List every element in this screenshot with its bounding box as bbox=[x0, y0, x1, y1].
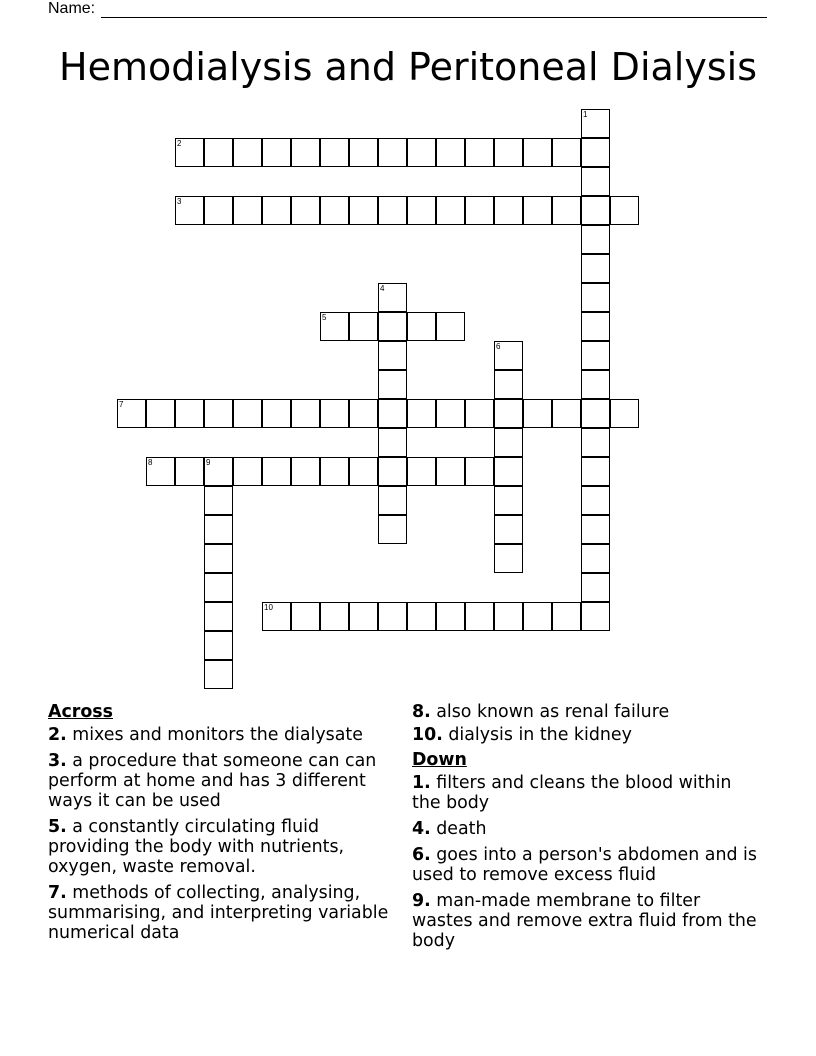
grid-cell[interactable] bbox=[407, 138, 436, 167]
clue-across-7: 7. methods of collecting, analysing, summarising, and interpreting variable numerical data bbox=[48, 883, 389, 943]
grid-cell[interactable] bbox=[436, 457, 465, 486]
clue-across-10: 10. dialysis in the kidney bbox=[412, 725, 632, 745]
grid-cell[interactable] bbox=[204, 602, 233, 631]
grid-cell[interactable] bbox=[378, 196, 407, 225]
grid-cell[interactable] bbox=[581, 138, 610, 167]
grid-cell[interactable] bbox=[494, 370, 523, 399]
grid-cell[interactable] bbox=[581, 254, 610, 283]
grid-cell[interactable] bbox=[262, 399, 291, 428]
clue-number: 10 bbox=[264, 603, 273, 612]
grid-cell[interactable] bbox=[581, 196, 610, 225]
grid-cell[interactable] bbox=[378, 486, 407, 515]
across-heading: Across bbox=[48, 702, 113, 722]
clue-number: 2 bbox=[177, 139, 182, 148]
grid-cell[interactable] bbox=[320, 196, 349, 225]
grid-cell[interactable] bbox=[204, 196, 233, 225]
clue-across-3: 3. a procedure that someone can can perform at home and has 3 different ways it can be used bbox=[48, 751, 377, 811]
clue-across-8: 8. also known as renal failure bbox=[412, 702, 670, 722]
grid-cell[interactable] bbox=[610, 399, 639, 428]
grid-cell[interactable] bbox=[146, 399, 175, 428]
clue-number: 7 bbox=[119, 400, 124, 409]
grid-cell[interactable] bbox=[378, 341, 407, 370]
grid-cell[interactable] bbox=[523, 196, 552, 225]
grid-cell[interactable] bbox=[552, 196, 581, 225]
grid-cell[interactable] bbox=[320, 457, 349, 486]
grid-cell[interactable] bbox=[581, 428, 610, 457]
clue-down-4: 4. death bbox=[412, 819, 487, 839]
grid-cell[interactable] bbox=[204, 660, 233, 689]
grid-cell[interactable] bbox=[581, 399, 610, 428]
grid-cell[interactable] bbox=[436, 602, 465, 631]
grid-cell[interactable] bbox=[349, 138, 378, 167]
grid-cell[interactable] bbox=[581, 225, 610, 254]
grid-cell[interactable] bbox=[378, 457, 407, 486]
grid-cell[interactable] bbox=[262, 602, 291, 631]
grid-cell[interactable] bbox=[378, 602, 407, 631]
grid-cell[interactable] bbox=[204, 486, 233, 515]
grid-cell[interactable] bbox=[494, 544, 523, 573]
grid-cell[interactable] bbox=[407, 602, 436, 631]
grid-cell[interactable] bbox=[349, 196, 378, 225]
grid-cell[interactable] bbox=[262, 457, 291, 486]
grid-cell[interactable] bbox=[581, 544, 610, 573]
grid-cell[interactable] bbox=[117, 399, 146, 428]
page-title: Hemodialysis and Peritoneal Dialysis bbox=[59, 45, 757, 89]
grid-cell[interactable] bbox=[204, 457, 233, 486]
grid-cell[interactable] bbox=[581, 370, 610, 399]
down-heading: Down bbox=[412, 750, 467, 770]
grid-cell[interactable] bbox=[494, 341, 523, 370]
grid-cell[interactable] bbox=[233, 457, 262, 486]
grid-cell[interactable] bbox=[291, 399, 320, 428]
grid-cell[interactable] bbox=[407, 196, 436, 225]
grid-cell[interactable] bbox=[552, 602, 581, 631]
clues-column-right bbox=[412, 702, 757, 957]
clue-number: 8 bbox=[148, 458, 153, 467]
grid-cell[interactable] bbox=[291, 196, 320, 225]
grid-cell[interactable] bbox=[494, 515, 523, 544]
grid-cell[interactable] bbox=[378, 283, 407, 312]
grid-cell[interactable] bbox=[581, 457, 610, 486]
grid-cell[interactable] bbox=[465, 457, 494, 486]
grid-cell[interactable] bbox=[610, 196, 639, 225]
grid-cell[interactable] bbox=[320, 138, 349, 167]
grid-cell[interactable] bbox=[436, 399, 465, 428]
grid-cell[interactable] bbox=[378, 370, 407, 399]
grid-cell[interactable] bbox=[378, 312, 407, 341]
clue-down-1: 1. filters and cleans the blood within the body bbox=[412, 773, 732, 813]
clue-number: 3 bbox=[177, 197, 182, 206]
clue-number: 4 bbox=[380, 284, 385, 293]
grid-cell[interactable] bbox=[581, 283, 610, 312]
grid-cell[interactable] bbox=[233, 399, 262, 428]
grid-cell[interactable] bbox=[494, 428, 523, 457]
grid-cell[interactable] bbox=[494, 138, 523, 167]
grid-cell[interactable] bbox=[378, 428, 407, 457]
grid-cell[interactable] bbox=[581, 167, 610, 196]
grid-cell[interactable] bbox=[204, 544, 233, 573]
grid-cell[interactable] bbox=[581, 486, 610, 515]
grid-cell[interactable] bbox=[523, 138, 552, 167]
grid-cell[interactable] bbox=[175, 138, 204, 167]
grid-cell[interactable] bbox=[262, 196, 291, 225]
grid-cell[interactable] bbox=[465, 602, 494, 631]
grid-cell[interactable] bbox=[320, 602, 349, 631]
grid-cell[interactable] bbox=[407, 457, 436, 486]
grid-cell[interactable] bbox=[436, 312, 465, 341]
grid-cell[interactable] bbox=[465, 196, 494, 225]
grid-cell[interactable] bbox=[581, 312, 610, 341]
clue-across-5: 5. a constantly circulating fluid providing the body with nutrients, oxygen, waste removal. bbox=[48, 817, 345, 877]
clue-across-2: 2. mixes and monitors the dialysate bbox=[48, 725, 363, 745]
grid-cell[interactable] bbox=[581, 109, 610, 138]
clues-column-left bbox=[48, 702, 390, 949]
grid-cell[interactable] bbox=[436, 196, 465, 225]
grid-cell[interactable] bbox=[320, 399, 349, 428]
grid-cell[interactable] bbox=[494, 399, 523, 428]
grid-cell[interactable] bbox=[349, 399, 378, 428]
grid-cell[interactable] bbox=[378, 515, 407, 544]
grid-cell[interactable] bbox=[494, 602, 523, 631]
grid-cell[interactable] bbox=[378, 138, 407, 167]
grid-cell[interactable] bbox=[146, 457, 175, 486]
grid-cell[interactable] bbox=[552, 138, 581, 167]
clue-number: 1 bbox=[583, 110, 588, 119]
grid-cell[interactable] bbox=[378, 399, 407, 428]
grid-cell[interactable] bbox=[349, 457, 378, 486]
grid-cell[interactable] bbox=[291, 138, 320, 167]
grid-cell[interactable] bbox=[523, 602, 552, 631]
grid-cell[interactable] bbox=[175, 196, 204, 225]
grid-cell[interactable] bbox=[204, 138, 233, 167]
grid-cell[interactable] bbox=[204, 515, 233, 544]
clue-down-9: 9. man-made membrane to filter wastes and remove extra fluid from the body bbox=[412, 891, 757, 951]
grid-cell[interactable] bbox=[262, 138, 291, 167]
grid-cell[interactable] bbox=[581, 573, 610, 602]
grid-cell[interactable] bbox=[175, 457, 204, 486]
grid-cell[interactable] bbox=[465, 399, 494, 428]
grid-cell[interactable] bbox=[349, 312, 378, 341]
grid-cell[interactable] bbox=[175, 399, 204, 428]
grid-cell[interactable] bbox=[465, 138, 494, 167]
grid-cell[interactable] bbox=[291, 457, 320, 486]
grid-cell[interactable] bbox=[204, 631, 233, 660]
grid-cell[interactable] bbox=[494, 196, 523, 225]
grid-cell[interactable] bbox=[581, 602, 610, 631]
grid-cell[interactable] bbox=[494, 486, 523, 515]
grid-cell[interactable] bbox=[233, 138, 262, 167]
clue-number: 6 bbox=[496, 342, 501, 351]
grid-cell[interactable] bbox=[204, 399, 233, 428]
name-label: Name: bbox=[48, 0, 96, 17]
grid-cell[interactable] bbox=[233, 196, 262, 225]
grid-cell[interactable] bbox=[407, 312, 436, 341]
grid-cell[interactable] bbox=[291, 602, 320, 631]
grid-cell[interactable] bbox=[320, 312, 349, 341]
grid-cell[interactable] bbox=[204, 573, 233, 602]
grid-cell[interactable] bbox=[436, 138, 465, 167]
grid-cell[interactable] bbox=[494, 457, 523, 486]
grid-cell[interactable] bbox=[581, 515, 610, 544]
grid-cell[interactable] bbox=[349, 602, 378, 631]
clue-number: 5 bbox=[322, 313, 327, 322]
grid-cell[interactable] bbox=[552, 399, 581, 428]
clue-number: 9 bbox=[206, 458, 211, 467]
grid-cell[interactable] bbox=[407, 399, 436, 428]
grid-cell[interactable] bbox=[523, 399, 552, 428]
clue-down-6: 6. goes into a person's abdomen and is used to remove excess fluid bbox=[412, 845, 757, 885]
grid-cell[interactable] bbox=[581, 341, 610, 370]
